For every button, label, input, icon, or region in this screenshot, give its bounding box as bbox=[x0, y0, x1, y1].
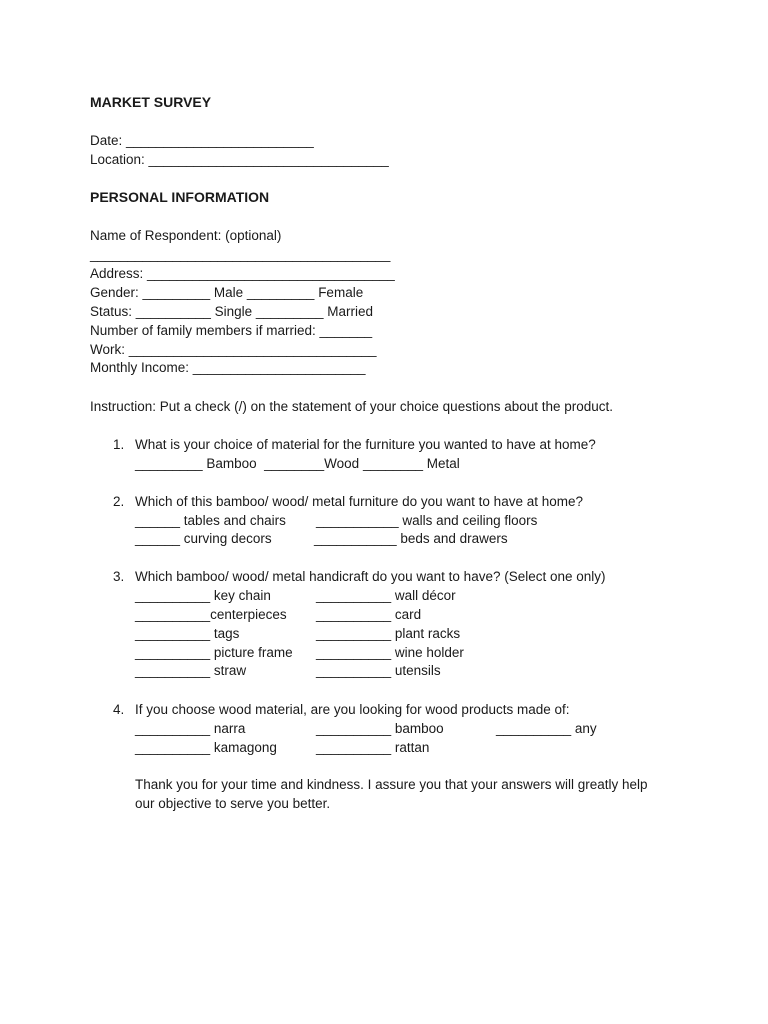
answer-option: __________ picture frame bbox=[135, 645, 293, 660]
family-members-field: Number of family members if married: _______ bbox=[90, 323, 373, 338]
closing-text-line: our objective to serve you better. bbox=[135, 796, 331, 811]
address-field: Address: _________________________________ bbox=[90, 266, 395, 281]
answer-option: ______ curving decors bbox=[135, 531, 272, 546]
answer-option: __________ any bbox=[496, 721, 597, 736]
question-number: 2. bbox=[113, 494, 125, 509]
question-number: 1. bbox=[113, 437, 125, 452]
answer-option: __________ narra bbox=[135, 721, 246, 736]
question-number: 3. bbox=[113, 569, 125, 584]
document-title: MARKET SURVEY bbox=[90, 94, 212, 110]
closing-text-line: Thank you for your time and kindness. I assure you that your answers will greatly help bbox=[135, 777, 648, 792]
personal-info-heading: PERSONAL INFORMATION bbox=[90, 189, 270, 205]
status-field: Status: __________ Single _________ Married bbox=[90, 304, 373, 319]
answer-option: ______ tables and chairs bbox=[135, 513, 286, 528]
answer-option: __________ rattan bbox=[316, 740, 430, 755]
answer-option: _________ Bamboo ________Wood ________ Metal bbox=[135, 456, 460, 471]
answer-option: ___________ beds and drawers bbox=[314, 531, 508, 546]
work-field: Work: _________________________________ bbox=[90, 342, 377, 357]
location-field: Location: ________________________________ bbox=[90, 152, 389, 167]
answer-option: __________ straw bbox=[135, 663, 247, 678]
date-field: Date: _________________________ bbox=[90, 133, 314, 148]
answer-option: __________ key chain bbox=[135, 588, 271, 603]
gender-field: Gender: _________ Male _________ Female bbox=[90, 285, 364, 300]
monthly-income-field: Monthly Income: _______________________ bbox=[90, 360, 366, 375]
answer-option: __________ tags bbox=[135, 626, 240, 641]
respondent-line: ________________________________________ bbox=[90, 247, 391, 262]
question-text: What is your choice of material for the furniture you wanted to have at home? bbox=[135, 437, 596, 452]
question-text: Which bamboo/ wood/ metal handicraft do you want to have? (Select one only) bbox=[135, 569, 606, 584]
answer-option: __________ wall décor bbox=[316, 588, 456, 603]
answer-option: __________ plant racks bbox=[316, 626, 461, 641]
answer-option: ___________ walls and ceiling floors bbox=[316, 513, 538, 528]
answer-option: __________ card bbox=[316, 607, 422, 622]
question-text: If you choose wood material, are you looking for wood products made of: bbox=[135, 702, 570, 717]
answer-option: __________ bamboo bbox=[316, 721, 444, 736]
answer-option: __________ wine holder bbox=[316, 645, 464, 660]
respondent-label: Name of Respondent: (optional) bbox=[90, 228, 282, 243]
question-number: 4. bbox=[113, 702, 125, 717]
question-text: Which of this bamboo/ wood/ metal furniture do you want to have at home? bbox=[135, 494, 583, 509]
answer-option: __________centerpieces bbox=[135, 607, 287, 622]
instruction-text: Instruction: Put a check (/) on the statement of your choice questions about the product. bbox=[90, 399, 614, 414]
answer-option: __________ utensils bbox=[316, 663, 441, 678]
answer-option: __________ kamagong bbox=[135, 740, 277, 755]
